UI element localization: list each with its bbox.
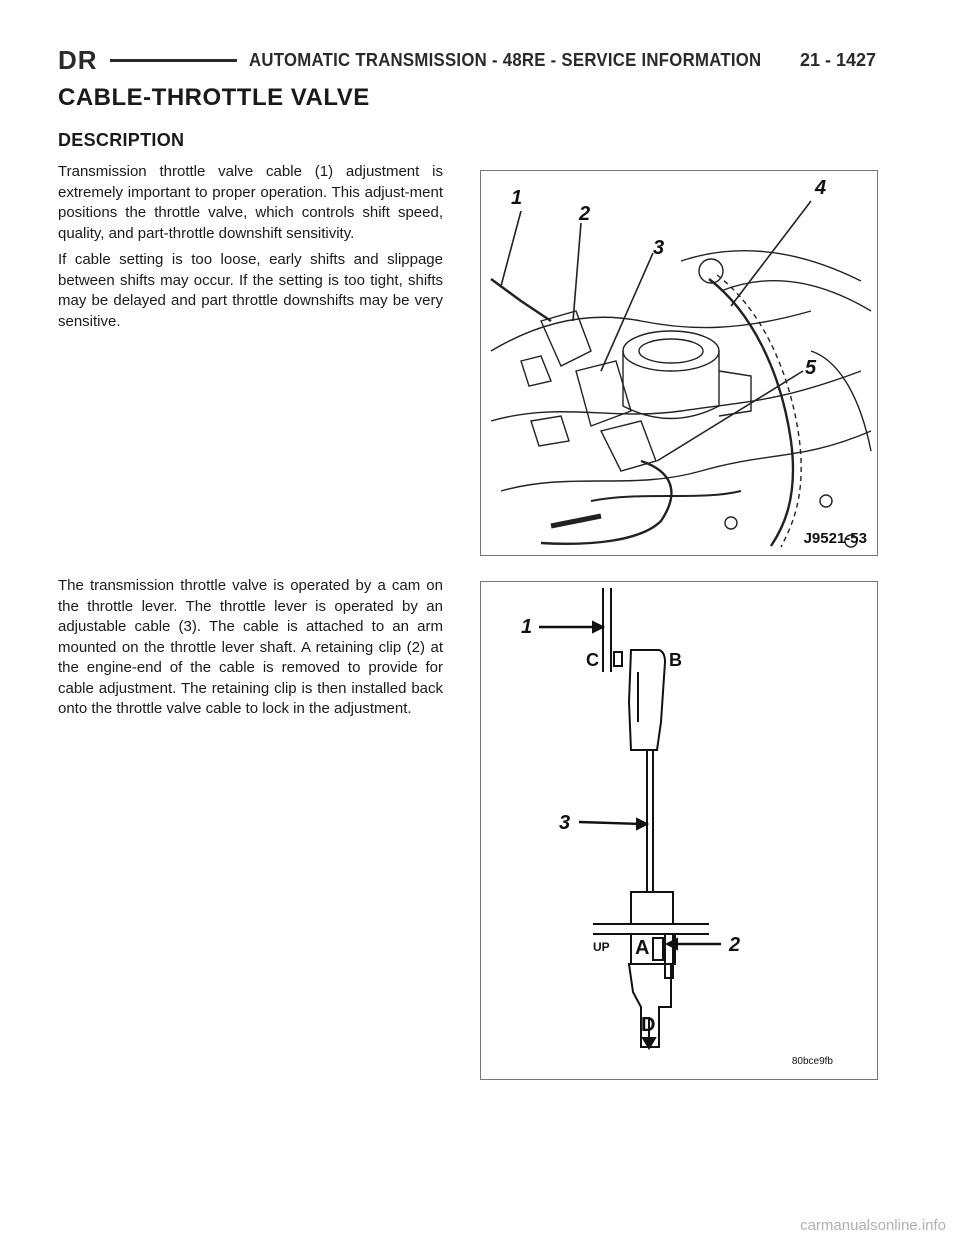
label-b: B <box>669 650 682 670</box>
callout-4: 4 <box>815 177 827 199</box>
callout-3: 3 <box>653 237 665 259</box>
throttle-cable-illustration <box>480 170 878 556</box>
callout-2: 2 <box>579 203 591 225</box>
watermark-url: carmanualsonline.info <box>800 1217 946 1234</box>
label-a: A <box>635 937 650 959</box>
callout-2: 2 <box>729 934 741 956</box>
throttle-body-drawing <box>481 171 877 555</box>
page-title: CABLE-THROTTLE VALVE <box>58 84 370 111</box>
callout-3: 3 <box>559 812 571 834</box>
cable-adjustment-diagram <box>480 581 878 1080</box>
paragraph-2: If cable setting is too loose, early shifts and slippage between shifts may occur. If the setting is too tight, shifts may be delayed and part throttle downshifts may be very sensitive. <box>58 251 443 330</box>
header-title: AUTOMATIC TRANSMISSION - 48RE - SERVICE INFORMATION <box>248 49 762 70</box>
figure-code: J9521-53 <box>803 530 867 547</box>
header-section: DR <box>58 44 98 75</box>
label-up: UP <box>593 940 610 954</box>
callout-5: 5 <box>805 357 817 379</box>
label-d: D <box>641 1014 656 1036</box>
callout-1: 1 <box>511 187 523 209</box>
paragraph-1: Transmission throttle valve cable (1) adjustment is extremely important to proper operation. This adjust-ment positions the throttle valve, which controls shift speed, quality, and part-throttle downshift sensitivity. <box>58 163 443 242</box>
figure-code: 80bce9fb <box>791 1056 833 1067</box>
page-header <box>58 44 876 76</box>
paragraph-3: The transmission throttle valve is operated by a cam on the throttle lever. The throttle lever is operated by an adjustable cable (3). The cable is attached to an arm mounted on the throttle lever shaft. A retaining clip (2) at the engine-end of the cable is removed to provide for cable adjustment. The retaining clip is then installed back onto the throttle valve cable to lock in the adjustment. <box>58 577 443 717</box>
label-c: C <box>586 650 599 670</box>
header-page-number: 21 - 1427 <box>799 49 876 70</box>
callout-1: 1 <box>521 616 533 638</box>
header-rule <box>110 59 237 62</box>
section-heading: DESCRIPTION <box>58 130 185 150</box>
